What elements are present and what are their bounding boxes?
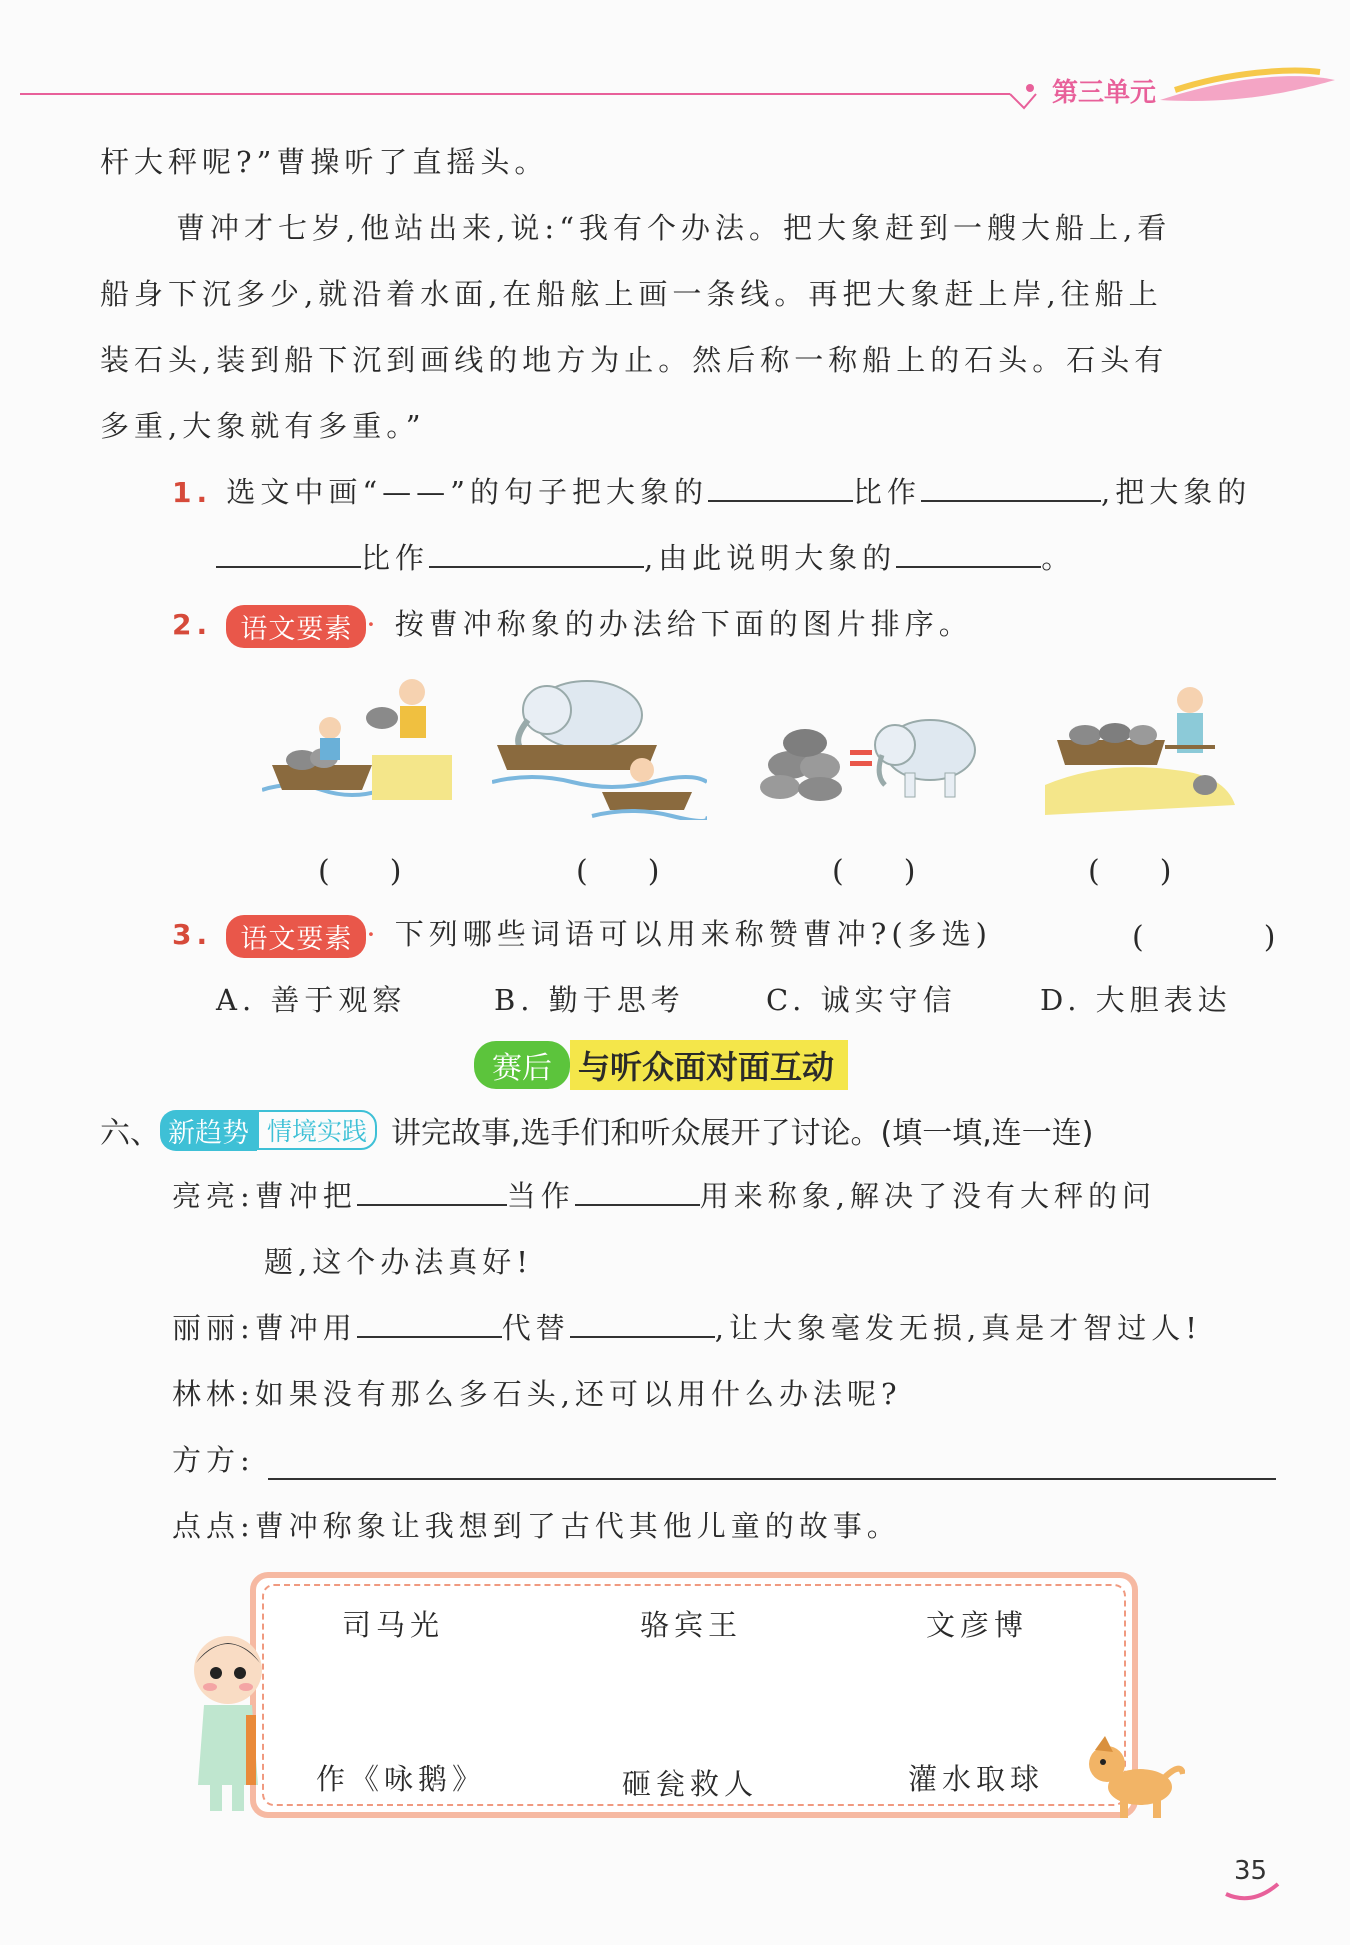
q1-text-d: 比作 [361,541,430,575]
liangliang-line-2: 题,这个办法真好! [264,1245,533,1279]
q3-text: 下列哪些词语可以用来称赞曹冲?(多选) [394,917,992,951]
lili-line [172,1306,1202,1347]
q3-tag: 语文要素 [226,915,366,958]
question-3-number: 3. [172,918,213,951]
match-deed-yong-e[interactable]: 作《咏鹅》 [316,1762,487,1796]
linlin-line: 林林:如果没有那么多石头,还可以用什么办法呢? [172,1377,902,1411]
liangliang-line-1 [172,1174,1156,1215]
q1-text-b: 比作 [853,475,922,509]
q1-blank-5[interactable] [896,538,1041,568]
passage-line-1: 杆大秤呢?”曹操听了直摇头。 [100,145,549,179]
q6-tag-trend: 新趋势 [160,1110,257,1151]
question-1-line-1 [172,470,1251,511]
question-2: 2. 语文要素 · 按曹冲称象的办法给下面的图片排序。 [172,602,973,648]
liangliang-blank-2[interactable] [575,1176,700,1206]
q2-text: 按曹冲称象的办法给下面的图片排序。 [394,607,973,641]
picture-stones-equal-elephant [750,695,980,805]
question-1-line-2 [216,536,1075,577]
q2-tag: 语文要素 [226,605,366,648]
unit-label: 第三单元 [1052,78,1157,108]
q1-text-f: 。 [1041,541,1076,575]
lili-text-a: 丽丽:曹冲用 [172,1311,357,1345]
lili-text-c: ,让大象毫发无损,真是才智过人! [714,1311,1202,1345]
q1-text-c: ,把大象的 [1101,475,1252,509]
fangfang-answer-line[interactable] [268,1478,1276,1480]
passage-line-5: 多重,大象就有多重。” [100,409,426,443]
order-paren-2[interactable]: ( ) [576,854,660,889]
question-3: 3. 语文要素 · 下列哪些词语可以用来称赞曹冲?(多选) [172,912,992,958]
question-1-number: 1. [172,476,213,509]
picture-loading-stones [262,670,462,820]
q3-answer-paren[interactable]: ( ) [1132,920,1276,955]
section-after-title: 与听众面对面互动 [570,1040,848,1090]
section-after-banner [474,1042,848,1088]
page-number: 35 [1234,1856,1268,1886]
q6-tag-practice: 情境实践 [257,1110,377,1150]
q1-blank-1[interactable] [708,472,853,502]
match-name-wenyanbo[interactable]: 文彦博 [926,1608,1029,1642]
q1-blank-2[interactable] [921,472,1101,502]
lili-text-b: 代替 [501,1311,570,1345]
lili-blank-1[interactable] [357,1308,502,1338]
q3-option-d[interactable]: D. 大胆表达 [1040,983,1232,1017]
q3-option-b[interactable]: B. 勤于思考 [494,983,685,1017]
q1-text-e: ,由此说明大象的 [644,541,897,575]
question-6 [100,1108,1094,1152]
page-number-swoosh [1222,1876,1282,1906]
section-after-tag: 赛后 [474,1041,570,1089]
q1-text-a: 选文中画“——”的句子把大象的 [226,475,708,509]
picture-elephant-on-boat [492,670,707,820]
question-2-number: 2. [172,608,213,641]
q6-number: 六、 [100,1116,160,1151]
liangliang-blank-1[interactable] [357,1176,507,1206]
match-name-luobinwang[interactable]: 骆宾王 [640,1608,743,1642]
liangliang-text-c: 用来称象,解决了没有大秤的问 [699,1179,1157,1213]
q3-option-a[interactable]: A. 善于观察 [216,983,407,1017]
boy-illustration [188,1625,268,1815]
order-paren-4[interactable]: ( ) [1088,854,1172,889]
q1-blank-4[interactable] [429,538,644,568]
passage-line-3: 船身下沉多少,就沿着水面,在船舷上画一条线。再把大象赶上岸,往船上 [100,277,1163,311]
liangliang-text-b: 当作 [506,1179,575,1213]
picture-weighing-stones [1045,675,1235,820]
dog-illustration [1085,1732,1185,1822]
q1-blank-3[interactable] [216,538,361,568]
fangfang-label: 方方: [172,1443,255,1477]
q6-text: 讲完故事,选手们和听众展开了讨论。(填一填,连一连) [391,1116,1094,1151]
passage-line-4: 装石头,装到船下沉到画线的地方为止。然后称一称船上的石头。石头有 [100,343,1169,377]
match-deed-guan-shui[interactable]: 灌水取球 [908,1762,1045,1796]
lili-blank-2[interactable] [570,1308,715,1338]
passage-line-2: 曹冲才七岁,他站出来,说:“我有个办法。把大象赶到一艘大船上,看 [176,211,1172,245]
order-paren-3[interactable]: ( ) [832,854,916,889]
order-paren-1[interactable]: ( ) [318,854,402,889]
q3-option-c[interactable]: C. 诚实守信 [766,983,957,1017]
diandian-line: 点点:曹冲称象让我想到了古代其他儿童的故事。 [172,1509,901,1543]
liangliang-text-a: 亮亮:曹冲把 [172,1179,357,1213]
match-name-simaguang[interactable]: 司马光 [342,1608,445,1642]
match-deed-za-weng[interactable]: 砸瓮救人 [622,1767,759,1801]
